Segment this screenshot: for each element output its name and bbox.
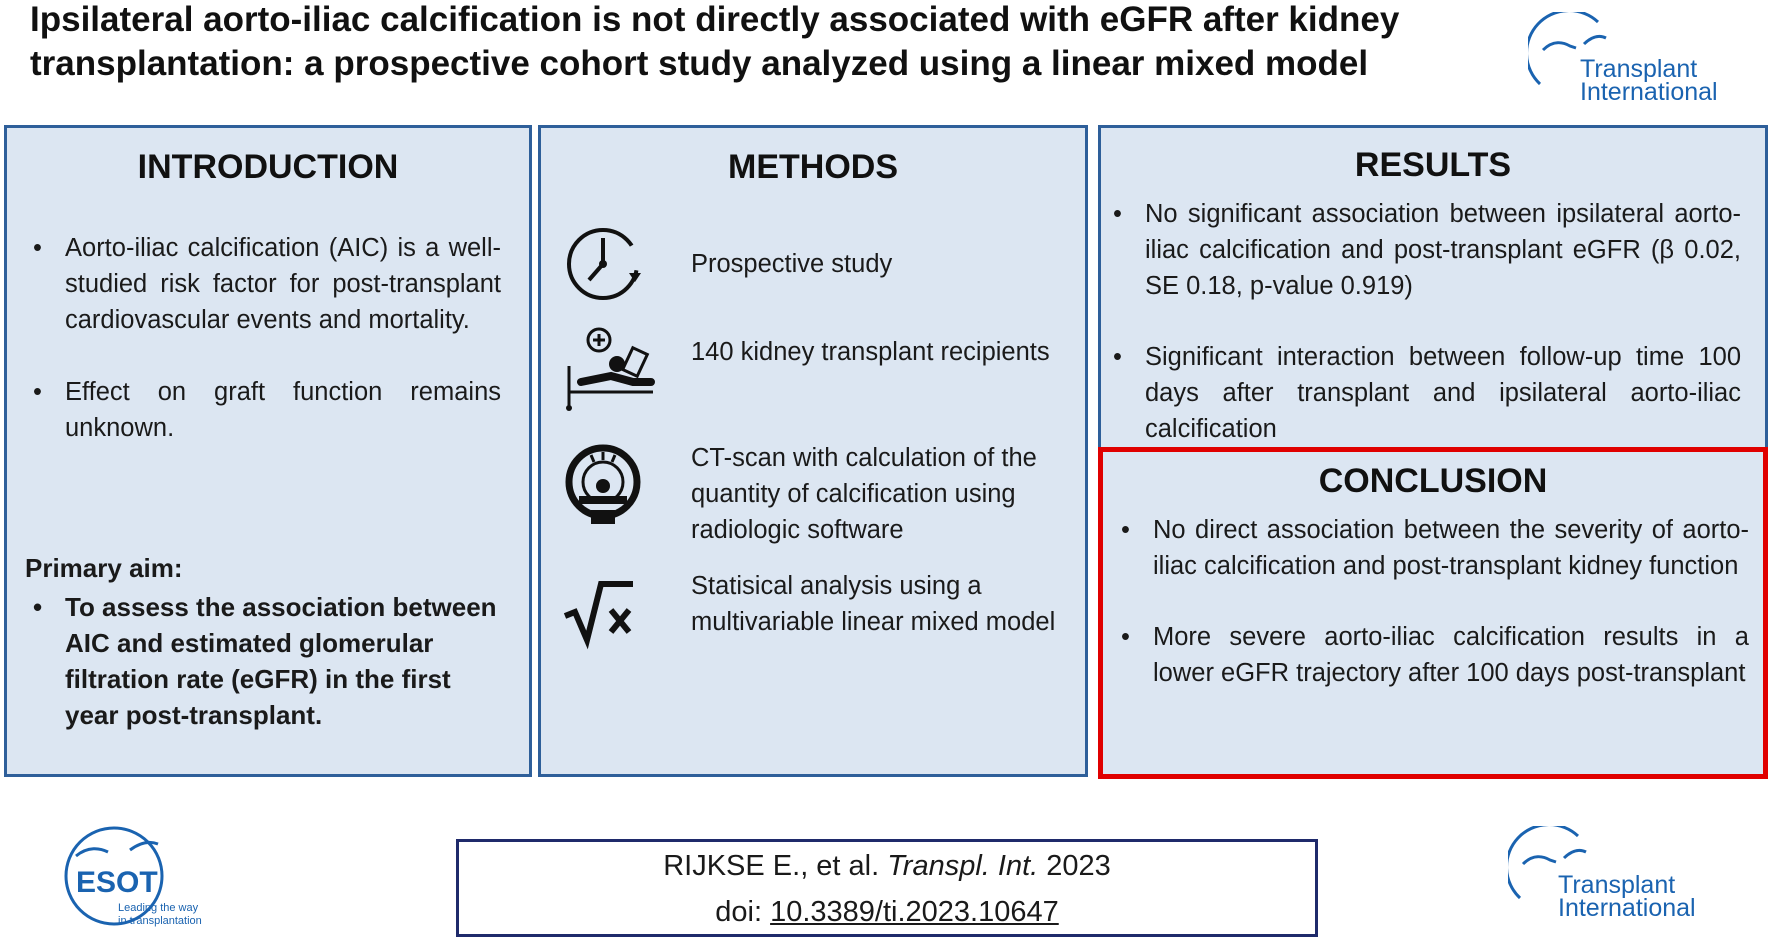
citation-journal: Transpl. Int. <box>887 850 1039 882</box>
primary-aim-text: • To assess the association between AIC and estimated glomerular filtration rate (eGFR) in the first year post-transplant. <box>21 589 501 733</box>
list-item: • Significant interaction between follow-up time 100 days after transplant and ipsilateral aorto-iliac calcification <box>1101 339 1741 447</box>
logo-text-line2: International <box>1558 894 1696 922</box>
list-item: • More severe aorto-iliac calcification results in a lower eGFR trajectory after 100 days post-transplant <box>1109 619 1749 691</box>
introduction-panel <box>4 125 532 777</box>
esot-tagline-2: in transplantation <box>118 915 202 927</box>
citation-year: 2023 <box>1046 850 1111 882</box>
transplant-international-logo-bottom <box>1508 826 1748 926</box>
list-item: • No significant association between ipsilateral aorto-iliac calcification and post-transplant eGFR (β 0.02, SE 0.18, p-value 0.919) <box>1101 196 1741 304</box>
results-panel <box>1098 125 1768 455</box>
square-root-x-icon <box>561 574 651 654</box>
method-text: CT-scan with calculation of the quantity of calcification using radiologic software <box>691 444 1037 544</box>
logo-text-line1: Transplant <box>1558 871 1676 899</box>
esot-name: ESOT <box>76 866 158 899</box>
logo-text-line1: Transplant <box>1580 55 1698 83</box>
ct-scanner-icon <box>561 440 651 540</box>
citation-box <box>456 839 1318 937</box>
primary-aim-label: Primary aim: <box>25 553 183 583</box>
doi-link[interactable]: 10.3389/ti.2023.10647 <box>770 896 1059 928</box>
primary-aim-bullets <box>21 589 501 769</box>
introduction-heading: INTRODUCTION <box>137 148 399 186</box>
list-item: • Effect on graft function remains unknown. <box>21 374 501 446</box>
transplant-international-logo-top <box>1528 12 1768 108</box>
logo-text-line2: International <box>1580 78 1718 106</box>
list-item: • Aorto-iliac calcification (AIC) is a well-studied risk factor for post-transplant cardiovascular events and mortality. <box>21 230 501 338</box>
method-text: 140 kidney transplant recipients <box>691 338 1050 366</box>
esot-logo <box>62 820 242 940</box>
citation-authors: RIJKSE E., et al. <box>663 850 880 882</box>
list-item: • No direct association between the severity of aorto-iliac calcification and post-transplant kidney function <box>1109 512 1749 584</box>
method-text: Prospective study <box>691 250 893 278</box>
page-title: Ipsilateral aorto-iliac calcification is not directly associated with eGFR after kidney transplantation: a prospective cohort study analyzed using a linear mixed model <box>30 0 1400 83</box>
conclusion-bullets <box>1109 512 1749 727</box>
introduction-bullets <box>21 230 501 482</box>
esot-tagline-1: Leading the way <box>118 902 199 914</box>
conclusion-heading: CONCLUSION <box>1318 462 1548 500</box>
results-bullets <box>1101 196 1741 483</box>
doi-line <box>459 889 1315 935</box>
clock-icon <box>561 218 651 308</box>
method-item-statistics <box>561 574 1081 684</box>
citation-line <box>459 843 1315 889</box>
method-text: Statisical analysis using a multivariable linear mixed model <box>691 572 1056 636</box>
patient-bed-icon <box>561 326 671 416</box>
conclusion-panel <box>1098 447 1768 779</box>
results-heading: RESULTS <box>1354 146 1512 184</box>
method-item-prospective <box>561 218 1081 328</box>
method-item-ctscan <box>561 440 1081 550</box>
methods-heading: METHODS <box>728 148 898 186</box>
methods-panel <box>538 125 1088 777</box>
doi-label: doi: <box>715 896 763 928</box>
method-item-recipients <box>561 326 1081 436</box>
